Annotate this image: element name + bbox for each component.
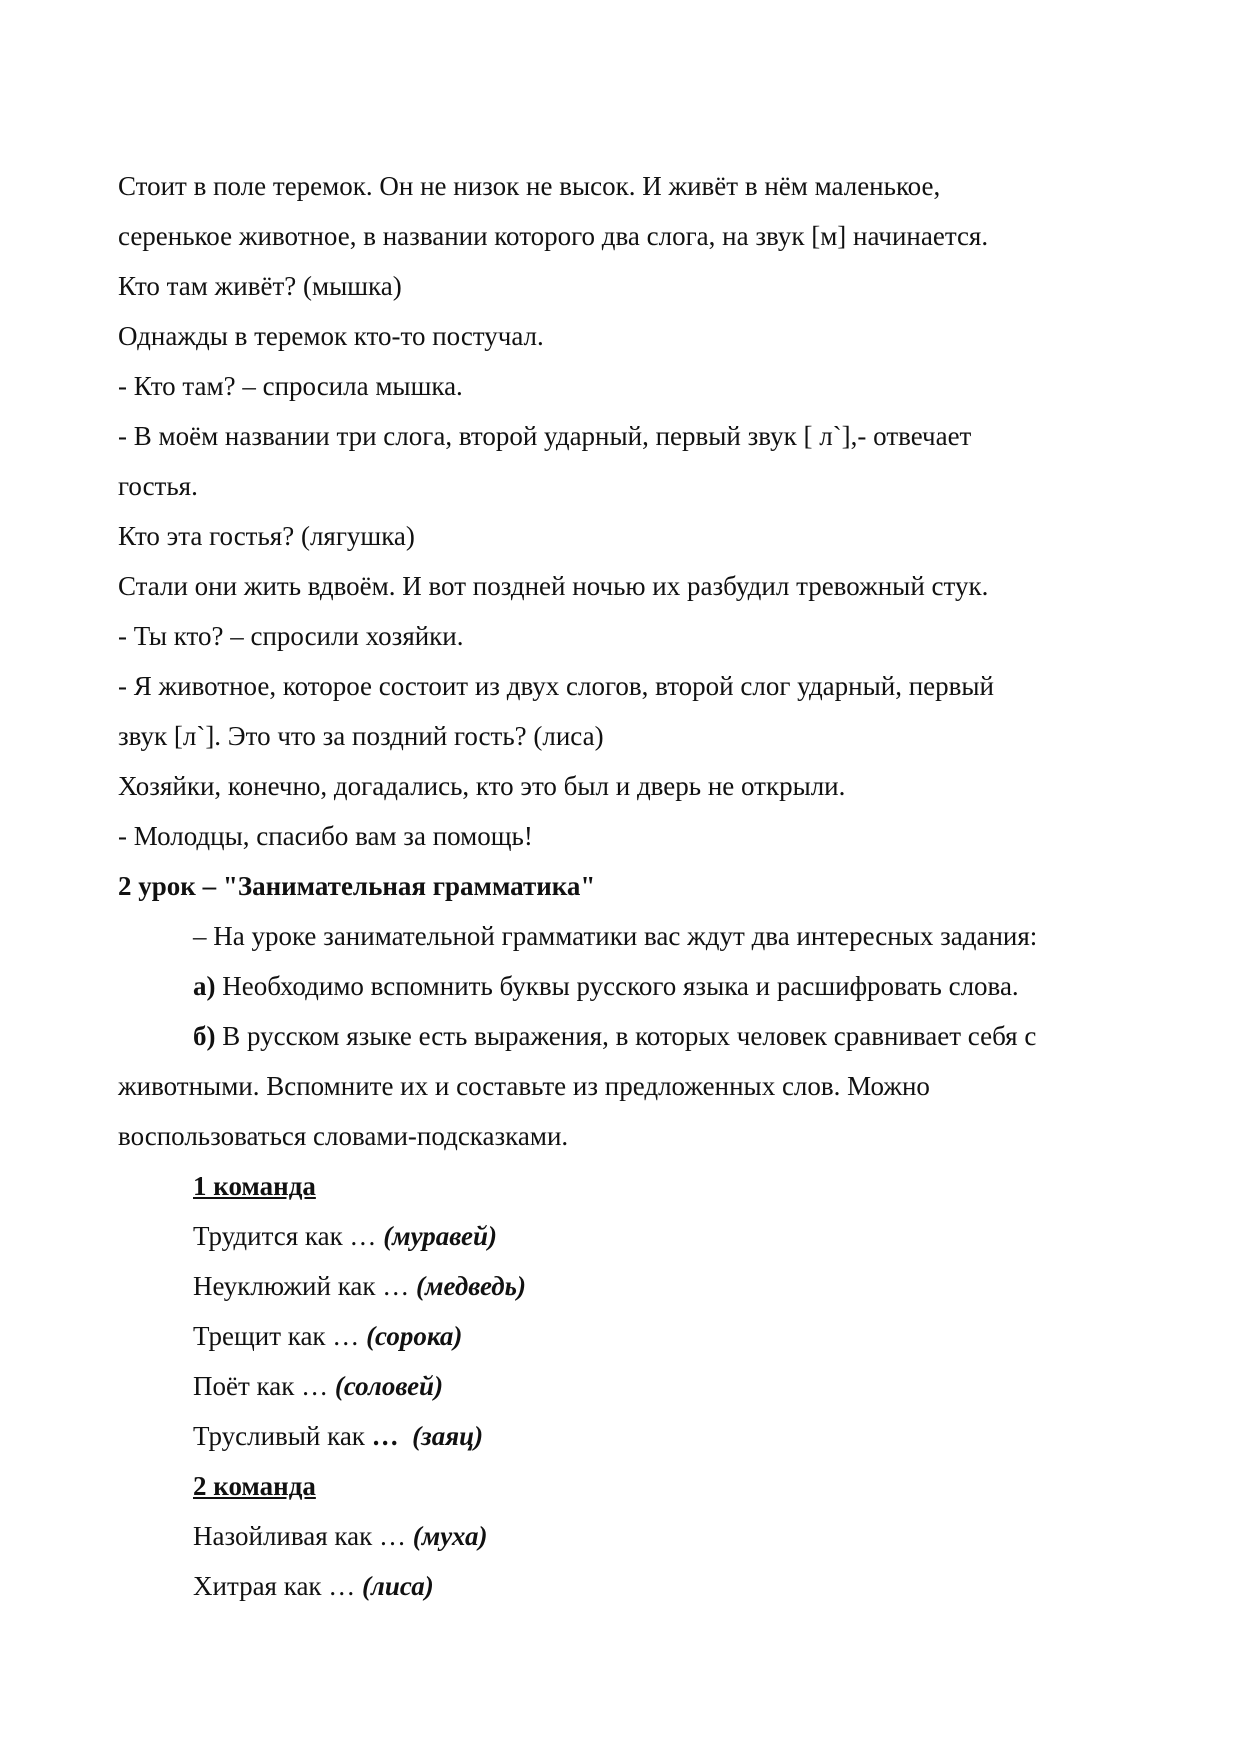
answer: (муравей): [383, 1221, 498, 1251]
team2-title-text: 2 команда: [193, 1471, 316, 1501]
story-line: Однажды в теремок кто-то постучал.: [118, 321, 544, 351]
phrase: Трусливый как: [193, 1421, 372, 1451]
task-b-line: животными. Вспомните их и составьте из предложенных слов. Можно: [118, 1071, 930, 1101]
story-line: Стали они жить вдвоём. И вот поздней ночью их разбудил тревожный стук.: [118, 571, 989, 601]
phrase: Неуклюжий как …: [193, 1271, 417, 1301]
answer: (сорока): [366, 1321, 463, 1351]
story-line: звук [л`]. Это что за поздний гость? (лиса): [118, 721, 604, 751]
answer: (лиса): [362, 1571, 434, 1601]
team1-item: [193, 1319, 462, 1353]
story-line: - Я животное, которое состоит из двух слогов, второй слог ударный, первый: [118, 671, 994, 701]
team1-item: [193, 1269, 526, 1303]
story-line: серенькое животное, в названии которого два слога, на звук [м] начинается.: [118, 221, 989, 251]
lesson-intro: – На уроке занимательной грамматики вас ждут два интересных задания:: [193, 921, 1038, 951]
team2-title: [193, 1469, 316, 1503]
phrase: Назойливая как …: [193, 1521, 413, 1551]
lesson-heading: [118, 869, 595, 903]
story-line: Кто эта гостья? (лягушка): [118, 521, 415, 551]
story-line: - В моём названии три слога, второй ударный, первый звук [ л`],- отвечает: [118, 421, 972, 451]
phrase: Поёт как …: [193, 1371, 335, 1401]
phrase: Трещит как …: [193, 1321, 367, 1351]
team1-title: [193, 1169, 316, 1203]
team2-item: [193, 1519, 487, 1553]
answer: (заяц): [398, 1421, 484, 1451]
task-b-label: б): [193, 1021, 216, 1051]
answer: (медведь): [416, 1271, 526, 1301]
story-line: - Ты кто? – спросили хозяйки.: [118, 621, 464, 651]
task-b: [193, 1019, 1036, 1053]
story-line: гостья.: [118, 471, 198, 501]
story-line: - Молодцы, спасибо вам за помощь!: [118, 821, 533, 851]
story-line: Кто там живёт? (мышка): [118, 271, 402, 301]
team1-title-text: 1 команда: [193, 1171, 316, 1201]
task-a-text: Необходимо вспомнить буквы русского языка и расшифровать слова.: [215, 971, 1019, 1001]
story-line: - Кто там? – спросила мышка.: [118, 371, 463, 401]
phrase: Хитрая как …: [193, 1571, 363, 1601]
answer: (муха): [412, 1521, 488, 1551]
story-line: Хозяйки, конечно, догадались, кто это был и дверь не открыли.: [118, 771, 846, 801]
answer: (соловей): [334, 1371, 444, 1401]
task-b-line: воспользоваться словами-подсказками.: [118, 1121, 569, 1151]
bold-dots: …: [371, 1421, 399, 1451]
team1-item: [193, 1419, 483, 1453]
phrase: Трудится как …: [193, 1221, 384, 1251]
team1-item: [193, 1369, 443, 1403]
task-b-text: В русском языке есть выражения, в которых человек сравнивает себя с: [215, 1021, 1037, 1051]
lesson-heading-text: 2 урок – "Занимательная грамматика": [118, 871, 596, 901]
team2-item: [193, 1569, 434, 1603]
story-line: Стоит в поле теремок. Он не низок не высок. И живёт в нём маленькое,: [118, 171, 941, 201]
task-a-label: а): [193, 971, 216, 1001]
task-a: [193, 969, 1019, 1003]
team1-item: [193, 1219, 497, 1253]
